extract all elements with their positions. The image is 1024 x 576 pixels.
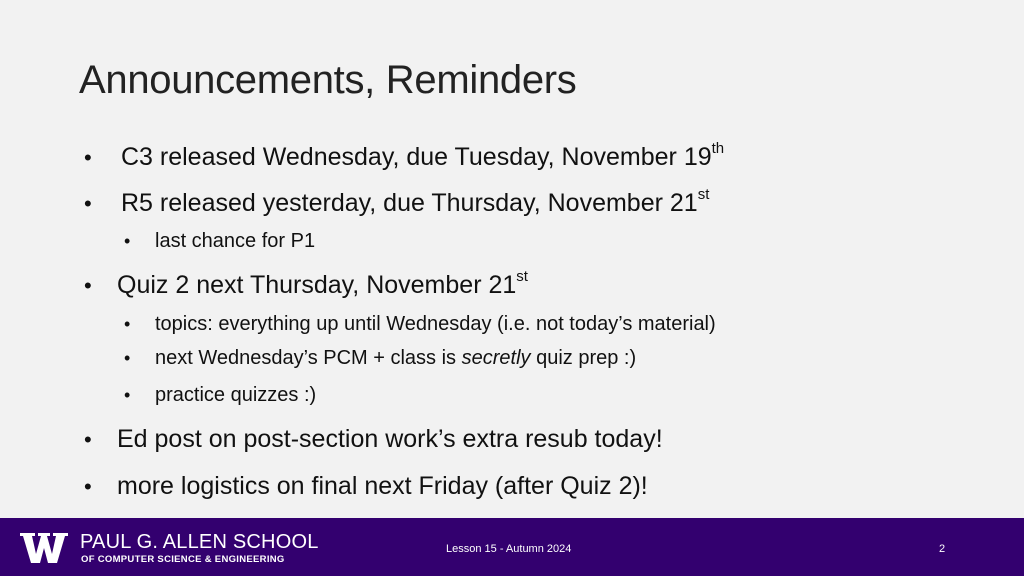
item-text: Quiz 2 next Thursday, November 21 (117, 271, 517, 299)
slide-title: Announcements, Reminders (79, 58, 577, 102)
item-text-pre: next Wednesday’s PCM + class is (155, 347, 462, 369)
item-superscript: st (697, 186, 710, 203)
item-text-emphasis: secretly (461, 347, 531, 369)
bullet-icon: • (84, 427, 92, 452)
lesson-label: Lesson 15 - Autumn 2024 (446, 543, 572, 555)
bullet-icon: • (84, 474, 92, 499)
bullet-icon: • (124, 314, 131, 334)
bullet-icon: • (124, 348, 131, 368)
bullet-icon: • (124, 231, 131, 251)
item-text-post: quiz prep :) (530, 347, 637, 369)
bullet-icon: • (124, 385, 131, 405)
uw-w-logo-icon (20, 533, 68, 563)
item-text: Ed post on post-section work’s extra resub today! (117, 425, 663, 453)
school-subtitle: OF COMPUTER SCIENCE & ENGINEERING (81, 554, 285, 565)
footer-bar (0, 518, 1024, 576)
bullet-icon: • (84, 191, 92, 216)
item-superscript: st (516, 268, 528, 285)
item-text: topics: everything up until Wednesday (i.e. not today’s material) (155, 313, 716, 335)
item-text: practice quizzes :) (155, 384, 317, 406)
item-superscript: th (711, 140, 725, 157)
item-text: last chance for P1 (155, 230, 316, 252)
school-name: PAUL G. ALLEN SCHOOL (80, 531, 319, 553)
item-text: C3 released Wednesday, due Tuesday, November 19 (121, 143, 712, 171)
page-number: 2 (939, 543, 946, 555)
item-text: more logistics on final next Friday (after Quiz 2)! (117, 472, 648, 500)
bullet-icon: • (84, 145, 92, 170)
bullet-icon: • (84, 273, 92, 298)
item-text: R5 released yesterday, due Thursday, November 21 (121, 189, 698, 217)
